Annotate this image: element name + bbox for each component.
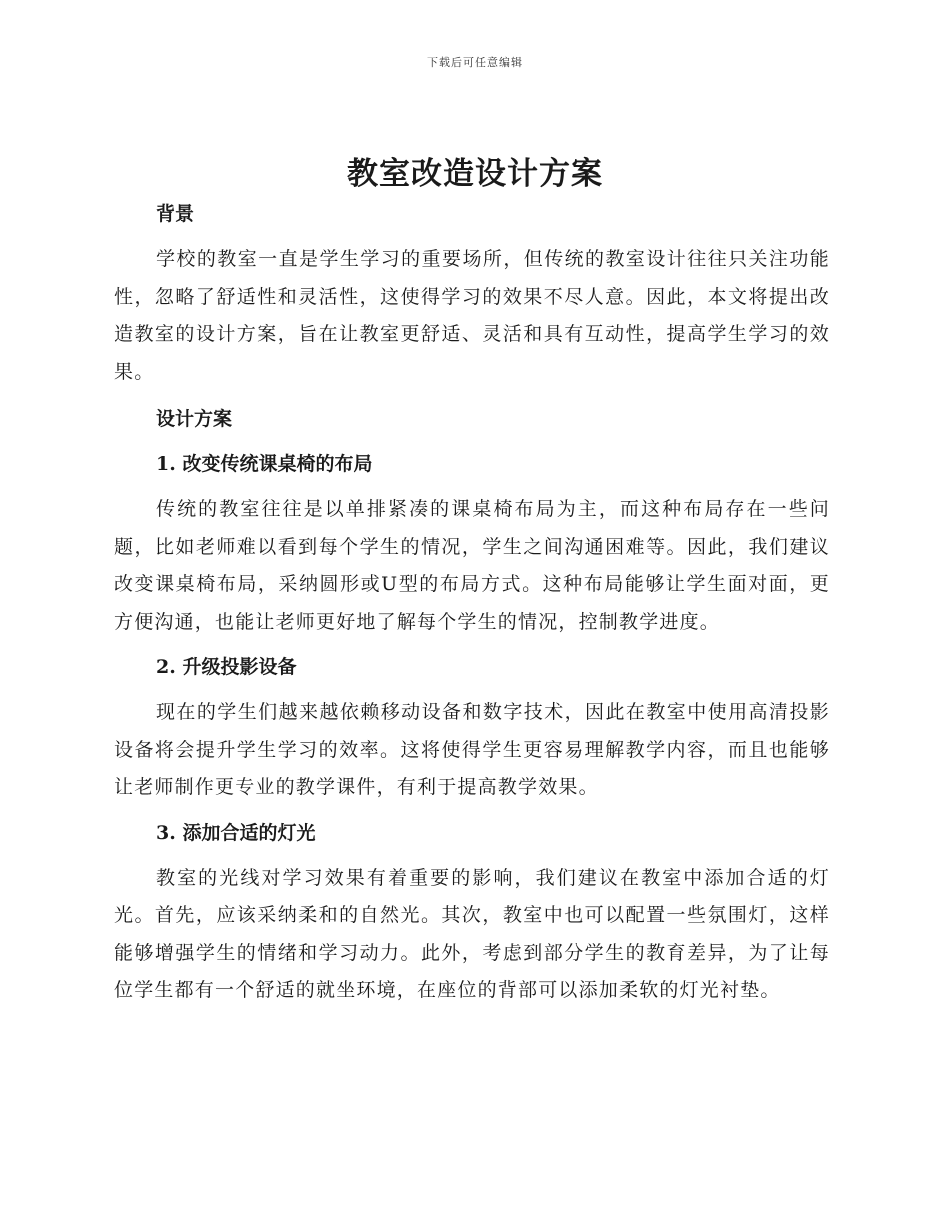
paragraph-background: 学校的教室一直是学生学习的重要场所，但传统的教室设计往往只关注功能性，忽略了舒适性和灵活性，这使得学习的效果不尽人意。因此，本文将提出改造教室的设计方案，旨在让教室更舒适、灵活和具有互动性，提高学生学习的效果。 xyxy=(114,248,830,383)
paragraph-projector: 现在的学生们越来越依赖移动设备和数字技术，因此在教室中使用高清投影设备将会提升学生学习的效率。这将使得学生更容易理解教学内容，而且也能够让老师制作更专业的教学课件，有利于提高教学效果。 xyxy=(114,701,830,798)
page-header-note: 下载后可任意编辑 xyxy=(427,56,523,69)
subsection-heading-projector: 2. 升级投影设备 xyxy=(156,656,297,678)
subsection-heading-lighting: 3. 添加合适的灯光 xyxy=(156,821,316,844)
section-heading-background: 背景 xyxy=(156,203,195,225)
subsection-heading-layout: 1. 改变传统课桌椅的布局 xyxy=(156,453,373,475)
document-title: 教室改造设计方案 xyxy=(347,156,603,192)
paragraph-lighting: 教室的光线对学习效果有着重要的影响，我们建议在教室中添加合适的灯光。首先，应该采纳柔和的自然光。其次，教室中也可以配置一些氛围灯，这样能够增强学生的情绪和学习动力。此外，考虑到部分学生的教育差异，为了让每位学生都有一个舒适的就坐环境，在座位的背部可以添加柔软的灯光衬垫。 xyxy=(114,866,830,1001)
document-body xyxy=(114,196,830,1010)
section-heading-design: 设计方案 xyxy=(156,408,233,430)
paragraph-layout: 传统的教室往往是以单排紧凑的课桌椅布局为主，而这种布局存在一些问题，比如老师难以看到每个学生的情况，学生之间沟通困难等。因此，我们建议改变课桌椅布局，采纳圆形或U型的布局方式。这种布局能够让学生面对面，更方便沟通，也能让老师更好地了解每个学生的情况，控制教学进度。 xyxy=(114,498,830,633)
